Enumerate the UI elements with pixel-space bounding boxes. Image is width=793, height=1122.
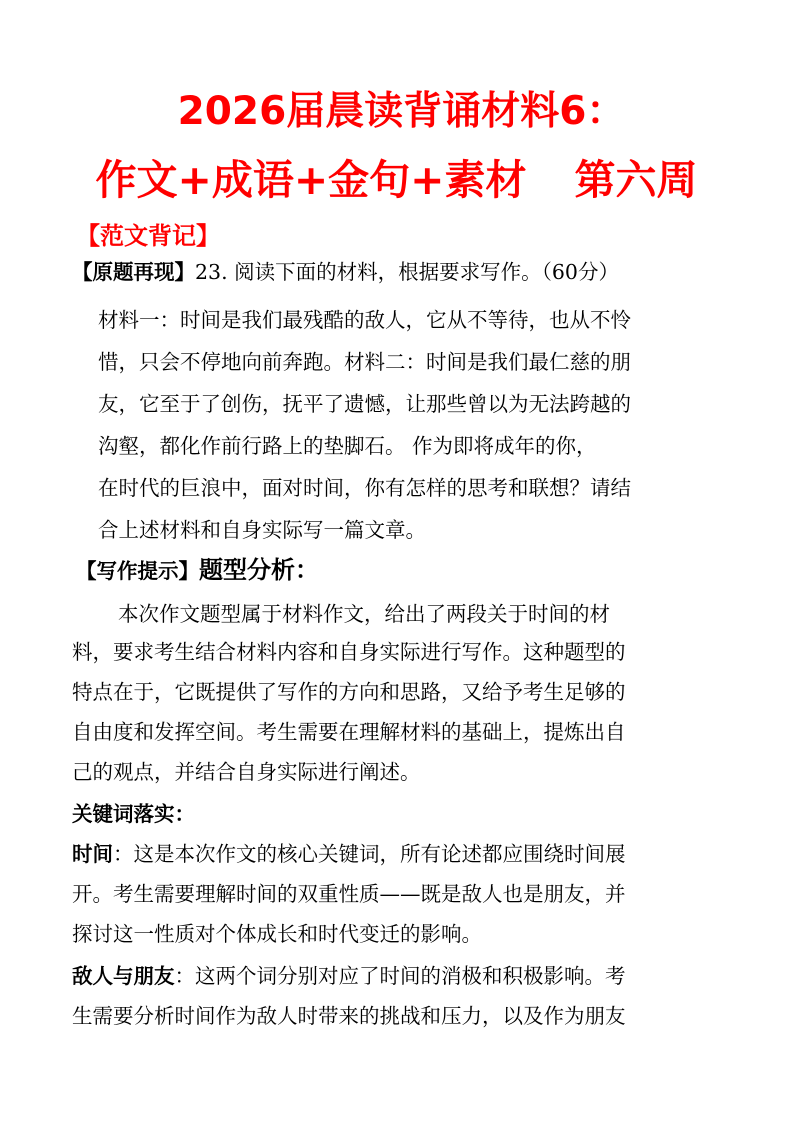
keyword-text-line: 探讨这一性质对个体成长和时代变迁的影响。 [72, 922, 482, 946]
prompt-label: 【原题再现】 [72, 260, 195, 284]
prompt-line: 友，它至于了创伤，抚平了遗憾，让那些曾以为无法跨越的 [98, 392, 631, 416]
prompt-line: 惜，只会不停地向前奔跑。材料二：时间是我们最仁慈的朋 [98, 350, 631, 374]
keyword-text-line: 开。考生需要理解时间的双重性质——既是敌人也是朋友，并 [72, 882, 626, 906]
prompt-intro-line [72, 258, 619, 286]
title-line-1: 2026届晨读背诵材料6： [177, 89, 626, 134]
tips-heading-line [76, 556, 319, 585]
tips-line: 料，要求考生结合材料内容和自身实际进行写作。这种题型的 [72, 640, 626, 664]
tips-line: 己的观点，并结合自身实际进行阐述。 [72, 760, 421, 784]
tips-line: 本次作文题型属于材料作文，给出了两段关于时间的材 [118, 602, 610, 626]
prompt-line: 合上述材料和自身实际写一篇文章。 [98, 518, 426, 542]
keyword-term: 时间 [72, 842, 113, 866]
title-line-2 [0, 147, 793, 206]
keyword-text: ：这是本次作文的核心关键词，所有论述都应围绕时间展 [113, 842, 626, 866]
prompt-line: 沟壑，都化作前行路上的垫脚石。 作为即将成年的你， [98, 434, 597, 458]
prompt-intro: 23. 阅读下面的材料，根据要求写作。（60分） [195, 260, 619, 284]
tips-heading: 题型分析： [199, 556, 319, 584]
tips-line: 特点在于，它既提供了写作的方向和思路，又给予考生足够的 [72, 680, 626, 704]
keyword-term: 敌人与朋友 [72, 964, 175, 988]
keywords-heading: 关键词落实： [72, 802, 195, 826]
tips-line: 自由度和发挥空间。考生需要在理解材料的基础上，提炼出自 [72, 720, 626, 744]
keyword-time-line [72, 840, 626, 868]
prompt-line: 在时代的巨浪中，面对时间，你有怎样的思考和联想？请结 [98, 476, 631, 500]
prompt-line: 材料一：时间是我们最残酷的敌人，它从不等待，也从不怜 [98, 308, 631, 332]
tips-label: 【写作提示】 [76, 559, 199, 583]
keyword-text: ：这两个词分别对应了时间的消极和积极影响。考 [174, 964, 626, 988]
title-line-2-left: 作文+成语+金句+素材 [95, 156, 527, 204]
keyword-enemy-friend-line [72, 962, 626, 990]
title-line-2-right: 第六周 [574, 156, 698, 204]
section-label-model-essay: 【范文背记】 [76, 222, 220, 250]
keyword-text-line: 生需要分析时间作为敌人时带来的挑战和压力，以及作为朋友 [72, 1004, 626, 1028]
